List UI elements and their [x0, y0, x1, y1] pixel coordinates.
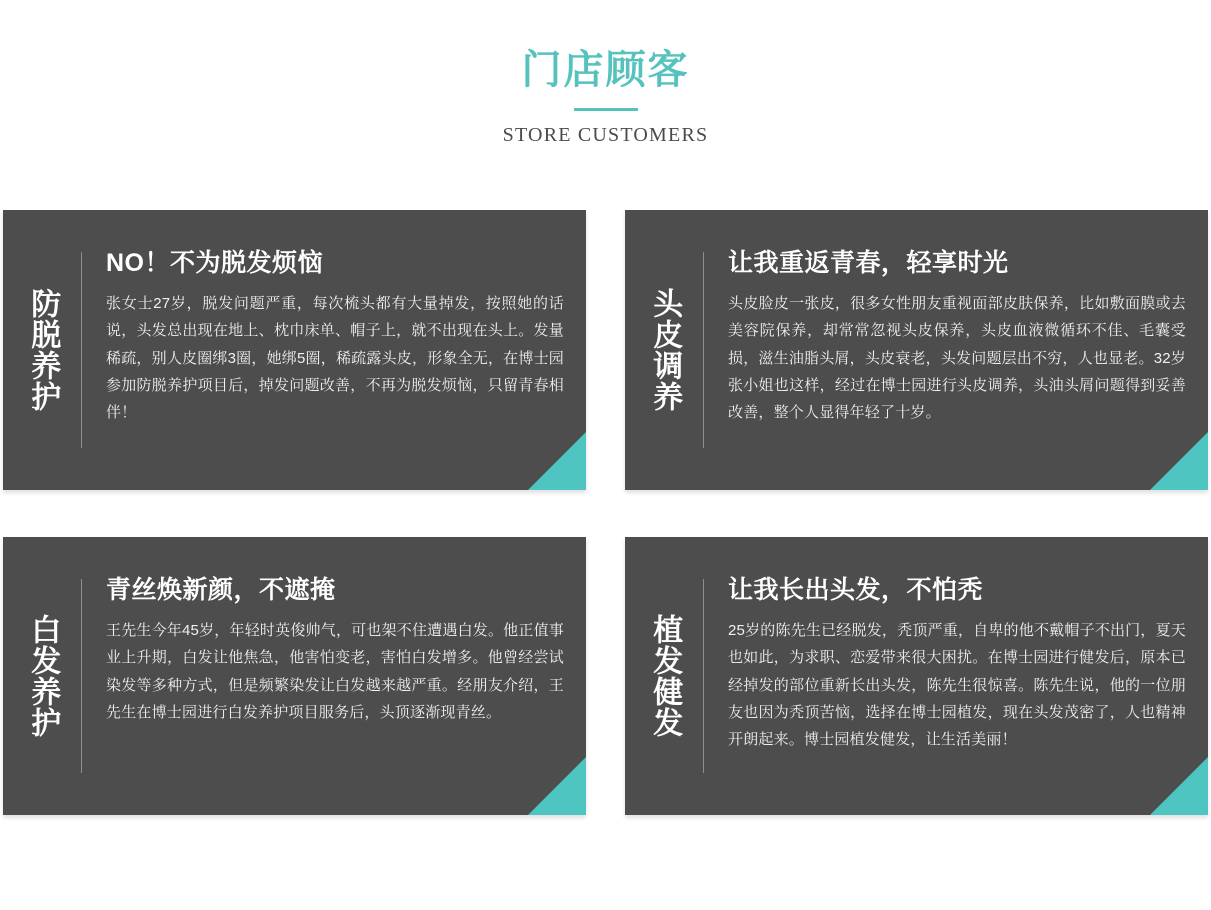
customer-card[interactable] — [3, 210, 586, 490]
card-tag-label: 防脱养护 — [26, 288, 60, 412]
customer-cards-grid — [0, 210, 1211, 815]
corner-accent-triangle — [528, 757, 586, 815]
card-tag-label: 白发养护 — [26, 614, 60, 738]
card-tag-label: 头皮调养 — [648, 288, 682, 412]
card-heading: 让我长出头发，不怕秃 — [728, 576, 984, 604]
card-tag — [3, 210, 81, 490]
page-subtitle: STORE CUSTOMERS — [502, 124, 709, 146]
card-tag — [625, 537, 703, 815]
card-heading: 让我重返青春，轻享时光 — [728, 249, 1009, 277]
card-body — [704, 210, 1208, 490]
page-header — [0, 0, 1211, 147]
customer-card[interactable] — [625, 210, 1208, 490]
card-tag-label: 植发健发 — [648, 614, 682, 738]
customer-card[interactable] — [3, 537, 586, 815]
card-tag — [3, 537, 81, 815]
card-text: 头皮脸皮一张皮，很多女性朋友重视面部皮肤保养，比如敷面膜或去美容院保养，却常常忽视头皮保养，头皮血液微循环不佳、毛囊受损，滋生油脂头屑，头皮衰老，头发问题层出不穷，人也显老。32岁张小姐也这样，经过在博士园进行头皮调养，头油头屑问题得到妥善改善，整个人显得年轻了十岁。 — [728, 295, 1186, 422]
card-body — [704, 537, 1208, 815]
card-heading: 青丝焕新颜，不遮掩 — [106, 576, 336, 604]
card-body — [82, 537, 586, 815]
corner-accent-triangle — [1150, 757, 1208, 815]
corner-accent-triangle — [1150, 432, 1208, 490]
customer-card[interactable] — [625, 537, 1208, 815]
card-body — [82, 210, 586, 490]
title-underline — [574, 108, 638, 111]
corner-accent-triangle — [528, 432, 586, 490]
card-text: 张女士27岁，脱发问题严重，每次梳头都有大量掉发，按照她的话说，头发总出现在地上、枕巾床单、帽子上，就不出现在头上。发量稀疏，别人皮圈绑3圈，她绑5圈，稀疏露头皮，形象全无，在博士园参加防脱养护项目后，掉发问题改善，不再为脱发烦恼，只留青春相伴！ — [106, 295, 564, 422]
page-title: 门店顾客 — [521, 48, 690, 92]
card-text: 王先生今年45岁，年轻时英俊帅气，可也架不住遭遇白发。他正值事业上升期，白发让他焦急，他害怕变老，害怕白发增多。他曾经尝试染发等多种方式，但是频繁染发让白发越来越严重。经朋友介绍，王先生在博士园进行白发养护项目服务后，头顶逐渐现青丝。 — [106, 622, 564, 721]
card-heading: NO！不为脱发烦恼 — [106, 249, 324, 277]
card-tag — [625, 210, 703, 490]
card-text: 25岁的陈先生已经脱发，秃顶严重，自卑的他不戴帽子不出门，夏天也如此，为求职、恋爱带来很大困扰。在博士园进行健发后，原本已经掉发的部位重新长出头发，陈先生很惊喜。陈先生说，他的一位朋友也因为秃顶苦恼，选择在博士园植发，现在头发茂密了，人也精神开朗起来。博士园植发健发，让生活美丽！ — [728, 622, 1186, 749]
